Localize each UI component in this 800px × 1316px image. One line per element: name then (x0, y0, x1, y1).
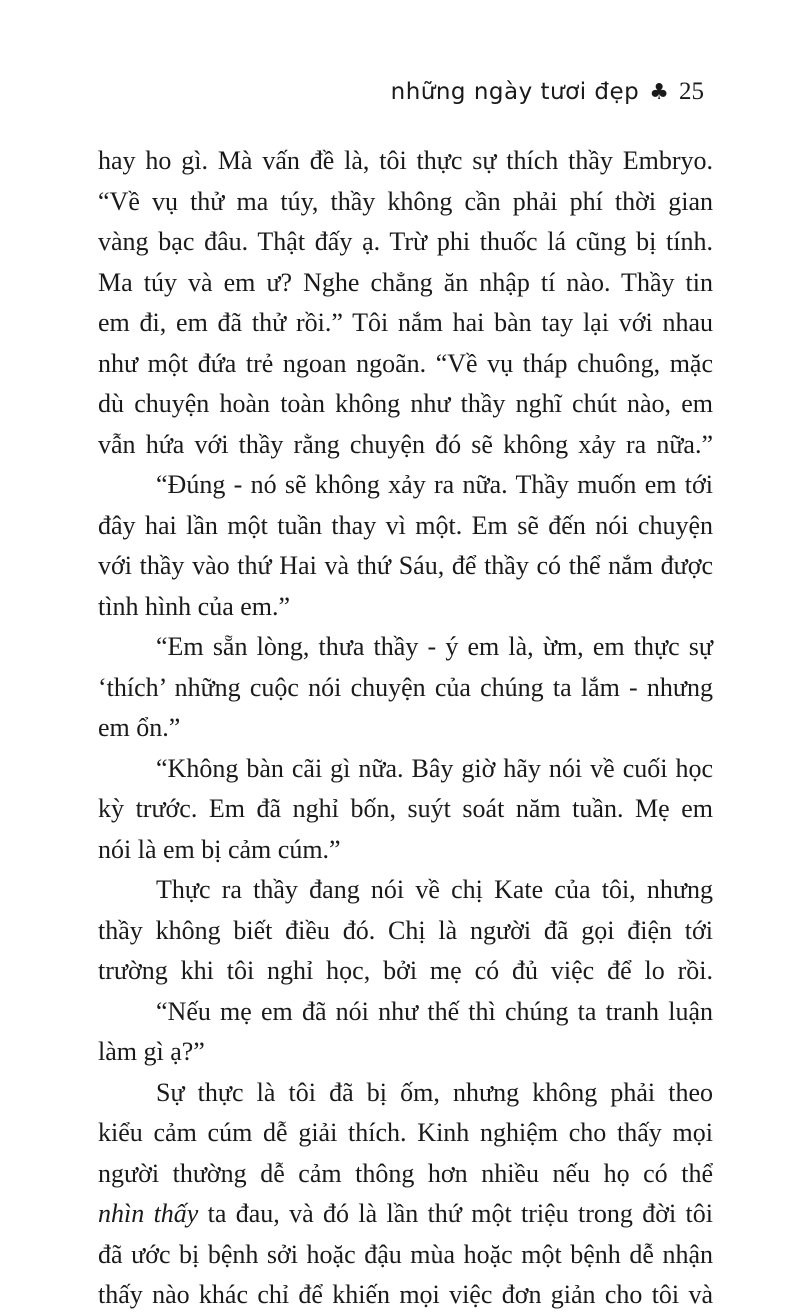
page-number: 25 (679, 78, 704, 105)
text-line: nói là em bị cảm cúm.” (98, 834, 341, 864)
italic-phrase: nhìn thấy (98, 1199, 199, 1228)
book-title: những ngày tươi đẹp (390, 79, 640, 105)
text-line: “Em sẵn lòng, thưa thầy - ý em là, ừm, em thực sự (156, 632, 713, 661)
text-line: Thực ra thầy đang nói về chị Kate của tôi, nhưng (156, 875, 713, 904)
paragraph (98, 627, 713, 749)
text-line: người thường dễ cảm thông hơn nhiều nếu họ có thể (98, 1158, 713, 1188)
text-line: đây hai lần một tuần thay vì một. Em sẽ đến nói chuyện (98, 510, 713, 540)
text-line: “Về vụ thử ma túy, thầy không cần phải phí thời gian (98, 186, 713, 216)
text-line: Ma túy và em ư? Nghe chẳng ăn nhập tí nào. Thầy tin (98, 267, 713, 297)
text-line: em ổn.” (98, 713, 181, 742)
text-line: em đi, em đã thử rồi.” Tôi nắm hai bàn tay lại với nhau (98, 308, 713, 337)
text-line: thấy nào khác chỉ để khiến mọi việc đơn giản cho tôi và (98, 1280, 713, 1309)
club-ornament-icon: ♣ (649, 79, 669, 105)
paragraph (98, 465, 713, 627)
text-line: dù chuyện hoàn toàn không như thầy nghĩ chút nào, em (98, 389, 713, 418)
line-remainder: ta đau, và đó là lần thứ một triệu trong đời tôi (198, 1199, 713, 1228)
text-line (98, 1194, 713, 1235)
text-line: thầy không biết điều đó. Chị là người đã gọi điện tới (98, 915, 713, 945)
text-line: “Đúng - nó sẽ không xảy ra nữa. Thầy muốn em tới (156, 470, 713, 499)
text-line: đã ước bị bệnh sởi hoặc đậu mùa hoặc một bệnh dễ nhận (98, 1239, 713, 1269)
paragraph (98, 870, 713, 992)
running-header (391, 78, 704, 106)
text-line: Sự thực là tôi đã bị ốm, nhưng không phải theo (156, 1077, 713, 1107)
text-line: làm gì ạ?” (98, 1037, 205, 1066)
text-line: hay ho gì. Mà vấn đề là, tôi thực sự thích thầy Embryo. (98, 146, 713, 175)
text-line: kỳ trước. Em đã nghỉ bốn, suýt soát năm tuần. Mẹ em (98, 794, 713, 823)
text-line: với thầy vào thứ Hai và thứ Sáu, để thầy có thể nắm được (98, 551, 713, 580)
text-line: “Không bàn cãi gì nữa. Bây giờ hãy nói về cuối học (156, 753, 713, 783)
text-line: “Nếu mẹ em đã nói như thế thì chúng ta tranh luận (156, 996, 713, 1026)
text-line: vẫn hứa với thầy rằng chuyện đó sẽ không xảy ra nữa.” (98, 429, 713, 459)
text-line: vàng bạc đâu. Thật đấy ạ. Trừ phi thuốc lá cũng bị tính. (98, 227, 713, 256)
paragraph (98, 749, 713, 871)
body-text (98, 141, 713, 1316)
text-line: tình hình của em.” (98, 591, 291, 621)
text-line: trường khi tôi nghỉ học, bởi mẹ có đủ việc để lo rồi. (98, 956, 713, 985)
paragraph (98, 992, 713, 1073)
text-line: như một đứa trẻ ngoan ngoãn. “Về vụ tháp chuông, mặc (98, 348, 713, 378)
text-line: kiểu cảm cúm dễ giải thích. Kinh nghiệm cho thấy mọi (98, 1118, 713, 1147)
paragraph (98, 1073, 713, 1316)
text-line: ‘thích’ những cuộc nói chuyện của chúng ta lắm - nhưng (98, 672, 713, 702)
paragraph (98, 141, 713, 465)
